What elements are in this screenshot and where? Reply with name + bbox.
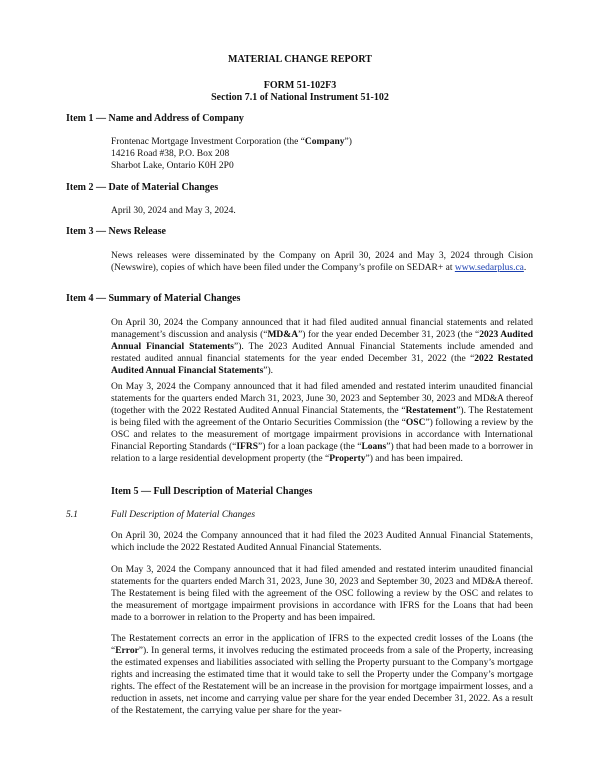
item2-text: April 30, 2024 and May 3, 2024. (111, 206, 236, 216)
item4-heading: Item 4 — Summary of Material Changes (66, 293, 241, 304)
item5-paragraph-2: On May 3, 2024 the Company announced that it had filed amended and restated interim unaudited financial statements for the quarters ended March 31, 2023, June 30, 2023 and September 30, 2023 and MD&A thereof. The Restatement is being filed with the agreement of the OSC following a review by the OSC and relates to the measurement of mortgage impairment provisions in accordance with IFRS for the Loans that had been made to a borrower in relation to the Property and has been impaired. (111, 565, 533, 623)
item1-heading: Item 1 — Name and Address of Company (66, 113, 244, 124)
item4-paragraph-1: On April 30, 2024 the Company announced that it had filed audited annual financial statements and related management’s discussion and analysis (“MD&A”) for the year ended December 31, 2023 (the “2023 Audited Annual Financial Statements”). The 2023 Audited Annual Financial Statements include amended and restated audited annual financial statements for the year ended December 31, 2022 (the “2022 Restated Audited Annual Financial Statements”). (111, 318, 533, 376)
item5-paragraph-3: The Restatement corrects an error in the application of IFRS to the expected credit losses of the Loans (the “Error”). In general terms, it involves reducing the estimated proceeds from a sale of the Property, increasing the estimated expenses and liabilities associated with selling the Property pursuant to the Company’s mortgage rights and increasing the estimated time that it would take to sell the Property under the Company’s mortgage rights. The effect of the Restatement will be an increase in the provision for mortgage impairment losses, and a reduction in assets, net income and carrying value per share for the year ended December 31, 2022. As a result of the Restatement, the carrying value per share for the year- (111, 634, 533, 716)
report-title: MATERIAL CHANGE REPORT (228, 54, 372, 65)
company-name: Frontenac Mortgage Investment Corporation (the “Company”) (111, 137, 352, 147)
item3-heading: Item 3 — News Release (66, 226, 166, 237)
item4-paragraph-2: On May 3, 2024 the Company announced that it had filed amended and restated interim unaudited financial statements for the quarters ended March 31, 2023, June 30, 2023 and September 30, 2023 and MD&A thereof (together with the 2022 Restated Audited Annual Financial Statements, the “Restatement”). The Restatement is being filed with the agreement of the Ontario Securities Commission (the “OSC”) following a review by the OSC and relates to the measurement of mortgage impairment provisions in accordance with International Financial Reporting Standards (“IFRS”) for a loan package (the “Loans”) that had been made to a borrower in relation to a large residential development property (the “Property”) and has been impaired. (111, 382, 533, 464)
section-reference: Section 7.1 of National Instrument 51-102 (211, 92, 389, 103)
subsection-title: Full Description of Material Changes (111, 510, 256, 520)
item5-paragraph-1: On April 30, 2024 the Company announced that it had filed the 2023 Audited Annual Financial Statements, which include the 2022 Restated Audited Annual Financial Statements. (111, 531, 533, 553)
form-number: FORM 51-102F3 (263, 80, 337, 91)
address-line-1: 14216 Road #38, P.O. Box 208 (111, 149, 230, 159)
sedarplus-link[interactable]: www.sedarplus.ca (454, 263, 524, 273)
item5-heading: Item 5 — Full Description of Material Changes (111, 486, 313, 497)
item2-heading: Item 2 — Date of Material Changes (66, 182, 219, 193)
subsection-number: 5.1 (66, 510, 78, 520)
item3-text: News releases were disseminated by the Company on April 30, 2024 and May 3, 2024 through Cision (Newswire), copies of which have been filed under the Company’s profile on SEDAR+ at www.sedarplus.ca. (111, 251, 533, 273)
address-line-2: Sharbot Lake, Ontario K0H 2P0 (111, 161, 234, 171)
company-address (111, 136, 533, 172)
